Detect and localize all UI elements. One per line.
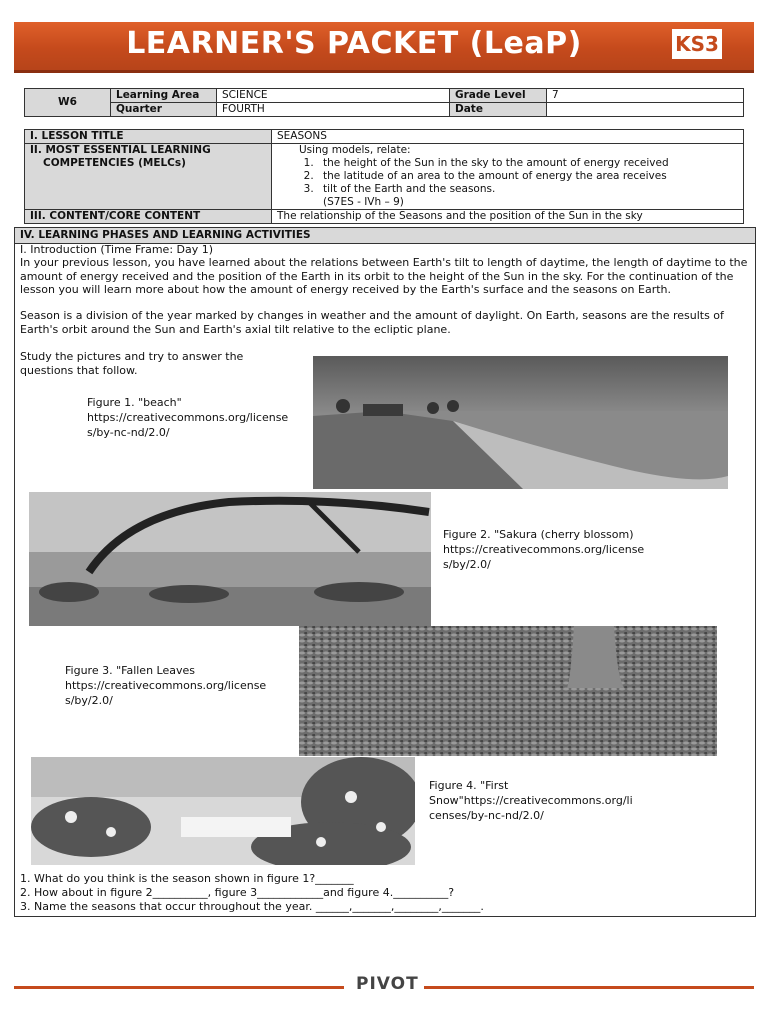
learning-area-label: Learning Area	[111, 89, 217, 103]
content-label: III. CONTENT/CORE CONTENT	[25, 210, 272, 224]
figure-3-link-end: s/by/2.0/	[65, 694, 113, 707]
footer-line-right	[424, 986, 754, 989]
melc-item: 1. the height of the Sun in the sky to the amount of energy received	[317, 157, 738, 170]
figure-3-caption	[65, 663, 287, 708]
paragraph-2: Season is a division of the year marked by changes in weather and the amount of daylight. On Earth, seasons are the results of Earth's orbit around the Sun and Earth's axial tilt relative to the ecliptic plane.	[20, 309, 724, 336]
melc-list	[277, 157, 738, 196]
date-label: Date	[450, 103, 547, 117]
grade-level-value: 7	[547, 89, 744, 103]
intro-heading: I. Introduction (Time Frame: Day 1)	[20, 243, 214, 256]
figure-1-caption	[87, 395, 302, 440]
pivot-logo: PIVOT	[356, 974, 419, 994]
week-cell: W6	[25, 89, 111, 117]
melc-label-line-1: II. MOST ESSENTIAL LEARNING	[30, 144, 211, 156]
figure-2-title: Figure 2. "Sakura (cherry blossom)	[443, 528, 634, 541]
learning-area-value: SCIENCE	[217, 89, 450, 103]
fallen-leaves-photo	[299, 626, 717, 756]
figure-1-title: Figure 1. "beach"	[87, 396, 182, 409]
question-3: 3. Name the seasons that occur throughout the year. ______,_______,________,_______.	[20, 900, 484, 913]
question-2: 2. How about in figure 2__________, figure 3____________and figure 4.__________?	[20, 886, 455, 899]
melc-label	[25, 144, 272, 210]
melc-item: 2. the latitude of an area to the amount of energy the area receives	[317, 170, 738, 183]
lesson-title-value: SEASONS	[272, 130, 744, 144]
melc-item: 3. tilt of the Earth and the seasons.	[317, 183, 738, 196]
figure-3-link: https://creativecommons.org/license	[65, 679, 267, 692]
study-prompt: Study the pictures and try to answer the questions that follow.	[20, 350, 244, 377]
melc-value	[272, 144, 744, 210]
melc-intro: Using models, relate:	[299, 144, 411, 156]
grade-level-label: Grade Level	[450, 89, 547, 103]
figure-4-title: Figure 4. "First	[429, 779, 509, 792]
learning-activities-section	[14, 227, 756, 917]
footer-line-left	[14, 986, 344, 989]
first-snow-photo	[31, 757, 415, 865]
figure-4-link: Snow"https://creativecommons.org/li	[429, 794, 633, 807]
lesson-table	[24, 129, 744, 224]
header-banner	[14, 22, 754, 73]
beach-photo	[313, 356, 728, 489]
info-table	[24, 88, 744, 117]
figure-1-link: https://creativecommons.org/license	[87, 411, 289, 424]
quarter-value: FOURTH	[217, 103, 450, 117]
melc-label-line-2: COMPETENCIES (MELCs)	[43, 157, 186, 169]
lesson-title-label: I. LESSON TITLE	[25, 130, 272, 144]
figure-2-link: https://creativecommons.org/license	[443, 543, 645, 556]
figure-4-link-end: censes/by-nc-nd/2.0/	[429, 809, 544, 822]
ks3-badge: KS3	[672, 29, 722, 59]
section-header: IV. LEARNING PHASES AND LEARNING ACTIVITIES	[15, 228, 755, 244]
figure-2-link-end: s/by/2.0/	[443, 558, 491, 571]
sakura-photo	[29, 492, 431, 626]
figure-3-title: Figure 3. "Fallen Leaves	[65, 664, 195, 677]
paragraph-1: In your previous lesson, you have learned about the relations between Earth's tilt to length of daytime, the length of daytime to the amount of energy received and the position of the Earth in its orbit to the height of the Sun in the sky. For the continuation of the lesson you will learn more about how the amount of energy received by the Earth's surface and the seasons on Earth.	[20, 256, 748, 296]
date-value	[547, 103, 744, 117]
figure-1-link-end: s/by-nc-nd/2.0/	[87, 426, 170, 439]
figure-4-caption	[429, 778, 649, 823]
page-title: LEARNER'S PACKET (LeaP)	[126, 26, 582, 61]
content-value: The relationship of the Seasons and the position of the Sun in the sky	[272, 210, 744, 224]
question-1: 1. What do you think is the season shown in figure 1?_______	[20, 872, 354, 885]
figure-2-caption	[443, 527, 663, 572]
melc-code: (S7ES - IVh – 9)	[323, 196, 404, 208]
quarter-label: Quarter	[111, 103, 217, 117]
